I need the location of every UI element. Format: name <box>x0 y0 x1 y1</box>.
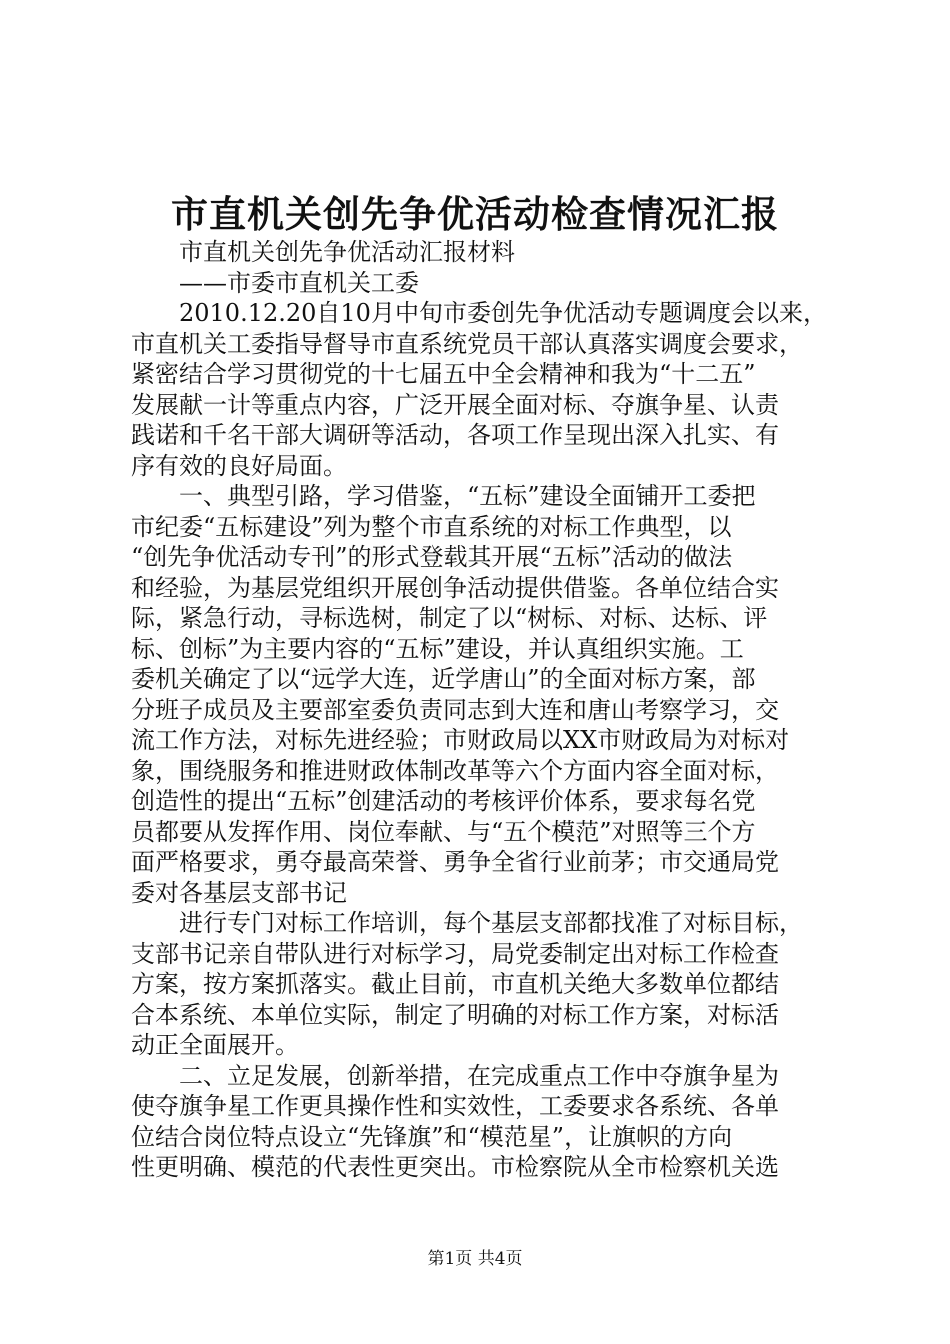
text-line: 序有效的良好局面。 <box>131 451 347 480</box>
text-line: 使夺旗争星工作更具操作性和实效性，工委要求各系统、各单 <box>131 1092 779 1120</box>
text-line: 象，围绕服务和推进财政体制改革等六个方面内容全面对标， <box>131 756 779 785</box>
text-line: 委机关确定了以“远学大连，近学唐山”的全面对标方案，部 <box>131 665 756 693</box>
text-line: 方案，按方案抓落实。截止目前，市直机关绝大多数单位都结 <box>131 970 779 998</box>
page-footer: 第1页 共4页 <box>427 1249 523 1269</box>
text-line: 市直机关创先争优活动汇报材料 <box>179 238 515 266</box>
text-line: 践诺和千名干部大调研等活动，各项工作呈现出深入扎实、有 <box>131 421 779 449</box>
text-line: 性更明确、模范的代表性更突出。市检察院从全市检察机关选 <box>131 1153 779 1181</box>
text-line: 一、典型引路，学习借鉴，“五标”建设全面铺开工委把 <box>179 482 756 510</box>
text-line: 分班子成员及主要部室委负责同志到大连和唐山考察学习，交 <box>131 695 779 724</box>
text-line: 委对各基层支部书记 <box>131 878 347 907</box>
document-title: 市直机关创先争优活动检查情况汇报 <box>171 192 779 236</box>
text-line: 合本系统、本单位实际，制定了明确的对标工作方案，对标活 <box>131 1000 779 1029</box>
text-line: 二、立足发展，创新举措，在完成重点工作中夺旗争星为 <box>179 1061 779 1090</box>
text-line: 动正全面展开。 <box>131 1031 299 1059</box>
text-line: 和经验，为基层党组织开展创争活动提供借鉴。各单位结合实 <box>131 573 779 602</box>
text-line: 面严格要求，勇夺最高荣誉、勇争全省行业前茅；市交通局党 <box>131 848 779 876</box>
text-line: 市直机关工委指导督导市直系统党员干部认真落实调度会要求， <box>131 329 803 358</box>
document-body <box>131 237 831 1183</box>
text-line: “创先争优活动专刊”的形式登载其开展“五标”活动的做法 <box>131 543 733 571</box>
text-line: 标、创标”为主要内容的“五标”建设，并认真组织实施。工 <box>131 634 744 663</box>
text-line: 创造性的提出“五标”创建活动的考核评价体系，要求每名党 <box>131 787 756 815</box>
text-line: 流工作方法，对标先进经验；市财政局以XX市财政局为对标对 <box>131 726 790 754</box>
text-line: 进行专门对标工作培训，每个基层支部都找准了对标目标， <box>179 909 803 937</box>
text-line: 际，紧急行动，寻标选树，制定了以“树标、对标、达标、评 <box>131 604 768 632</box>
text-line: 位结合岗位特点设立“先锋旗”和“模范星”，让旗帜的方向 <box>131 1122 733 1151</box>
text-line: 支部书记亲自带队进行对标学习，局党委制定出对标工作检查 <box>131 939 779 968</box>
text-line: ——市委市直机关工委 <box>179 268 419 297</box>
text-line: 2010.12.20自10月中旬市委创先争优活动专题调度会以来， <box>179 299 827 327</box>
text-line: 紧密结合学习贯彻党的十七届五中全会精神和我为“十二五” <box>131 360 756 388</box>
text-line: 员都要从发挥作用、岗位奉献、与“五个模范”对照等三个方 <box>131 817 756 846</box>
text-line: 发展献一计等重点内容，广泛开展全面对标、夺旗争星、认责 <box>131 390 779 419</box>
text-line: 市纪委“五标建设”列为整个市直系统的对标工作典型，以 <box>131 512 732 541</box>
